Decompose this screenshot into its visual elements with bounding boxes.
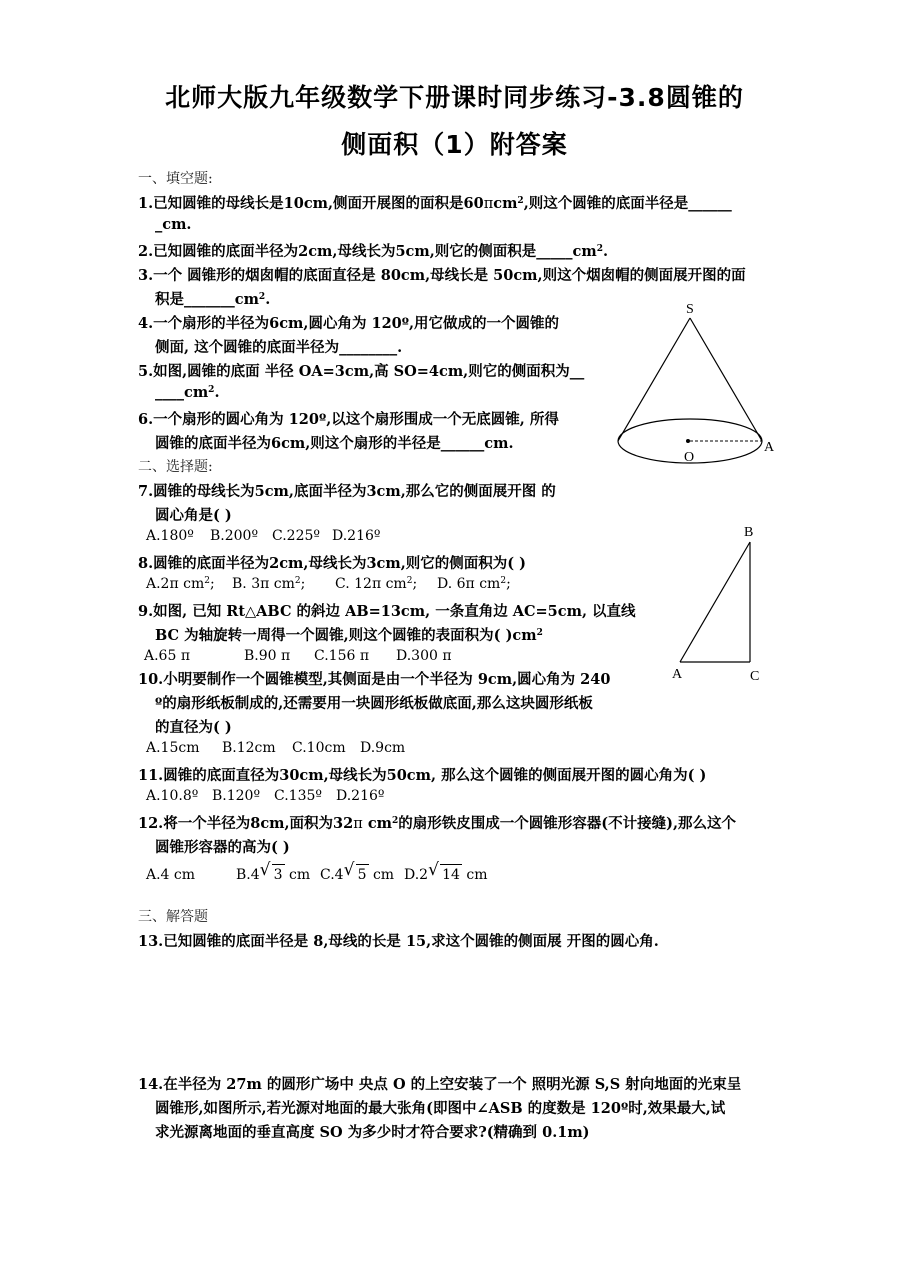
question-5-superscript: 2 [208,385,215,395]
option-d: D.216º [336,788,385,804]
option-b: B.4√ 3 cm [236,858,320,883]
question-10-line1: 10.小明要制作一个圆锥模型,其侧面是由一个半径为 9cm,圆心角为 240 [138,671,611,688]
question-6-line2: 圆锥的底面半径为6cm,则这个扇形的半径是______cm. [155,435,514,452]
question-9-line1: 9.如图, 已知 Rt△ABC 的斜边 AB=13cm, 一条直角边 AC=5cm, 以直线 [138,603,636,620]
question-9-line2 [155,624,543,645]
question-2 [138,240,608,261]
pi-symbol: π [359,648,370,664]
question-6-line1: 6.一个扇形的圆心角为 120º,以这个扇形围成一个无底圆锥, 所得 [138,411,559,428]
option-a: A.15cm [146,740,200,756]
question-4-line1: 4.一个扇形的半径为6cm,圆心角为 120º,用它做成的一个圆锥的 [138,315,560,332]
question-1-superscript: 2 [517,196,524,206]
pi-symbol: π [483,196,494,212]
option-a: A.2π $cm^2$; [146,576,215,592]
label-b: B [744,525,754,540]
pi-symbol: π [465,576,475,592]
question-3-superscript: 2 [258,292,266,302]
option-b: B.12cm [222,740,276,756]
pi-symbol: π [180,648,191,664]
option-b: B. 3π $cm^2$; [232,576,306,592]
question-8-options [146,576,511,592]
section-fill-blank-heading: 一、填空题: [138,171,213,187]
cone-right-slant [690,318,762,441]
question-1-unit: cm [493,195,518,212]
question-12-text-c: 的扇形铁皮围成一个圆锥形容器(不计接缝),那么这个 [398,815,737,832]
option-d: D.9cm [360,740,406,756]
question-11-options [146,788,384,804]
question-3-text-c: . [265,291,271,308]
question-7-options [146,528,380,544]
question-12-unit: cm [367,815,392,832]
question-9-text-b: BC 为轴旋转一周得一个圆锥,则这个圆锥的表面积为( )cm [155,627,537,644]
question-1-text-a: 1.已知圆锥的母线长是10cm,侧面开展图的面积是60 [138,195,484,212]
question-13: 13.已知圆锥的底面半径是 8,母线的长是 15,求这个圆锥的侧面展 开图的圆心角. [138,933,659,950]
question-1-text-c: ,则这个圆锥的底面半径是______ [523,195,732,212]
question-12-options [146,858,488,883]
cone-figure [610,298,780,468]
label-s: S [686,302,694,317]
cone-left-slant [618,318,690,441]
option-a: A.4 cm [146,867,196,883]
option-c: C. 12π $cm^2$; [335,576,418,592]
question-14-line1: 14.在半径为 27m 的圆形广场中 央点 O 的上空安装了一个 照明光源 S,S 射向地面的光束呈 [138,1076,742,1093]
question-7-line1: 7.圆锥的母线长为5cm,底面半径为3cm,那么它的侧面展开图 的 [138,483,556,500]
sqrt-symbol: √ 14 [430,858,462,883]
question-10-line3: 的直径为( ) [155,719,232,736]
option-d: D.300 π [396,648,452,664]
question-14-line2: 圆锥形,如图所示,若光源对地面的最大张角(即图中∠ASB 的度数是 120º时,效果最大,试 [155,1100,726,1117]
question-10-options [146,740,405,756]
option-d: D.2√ 14 cm [404,858,488,883]
option-c: C.135º [274,788,322,804]
section-answer-heading: 三、解答题 [138,909,208,925]
question-1 [138,192,732,213]
label-c: C [750,669,760,684]
pi-symbol: π [260,576,270,592]
cone-center-point [686,439,690,443]
option-a: A.180º [146,528,194,544]
section-choice-heading: 二、选择题: [138,459,213,475]
label-a: A [764,440,775,455]
triangle-hypotenuse-ab [680,542,750,662]
question-1-continued: _cm. [155,216,192,233]
question-7-line2: 圆心角是( ) [155,507,232,524]
option-c: C.156 π [314,648,370,664]
question-12-line2: 圆锥形容器的高为( ) [155,839,290,856]
question-4-line2: 侧面, 这个圆锥的底面半径为________. [155,339,403,356]
option-a: A.65 π [144,648,191,664]
question-3-line1: 3.一个 圆锥形的烟囱帽的底面直径是 80cm,母线长是 50cm,则这个烟囱帽的侧面展开图的面 [138,267,746,284]
question-11: 11.圆锥的底面直径为30cm,母线长为50cm, 那么这个圆锥的侧面展开图的圆心角为( ) [138,767,707,784]
page-title-line1: 北师大版九年级数学下册课时同步练习-3.8圆锥的 [165,83,744,112]
question-2-text-b: . [602,243,609,260]
option-b: B.90 π [244,648,291,664]
option-c: C.10cm [292,740,346,756]
question-9-superscript: 2 [536,628,543,638]
question-5-line2 [155,384,220,401]
right-triangle-figure [668,520,778,685]
pi-symbol: π [169,576,179,592]
option-d: D. 6π $cm^2$; [437,576,511,592]
label-a: A [672,667,683,682]
pi-symbol: π [281,648,291,664]
pi-symbol: π [353,816,363,832]
question-10-line2: º的扇形纸板制成的,还需要用一块圆形纸板做底面,那么这块圆形纸板 [155,695,593,712]
question-8: 8.圆锥的底面半径为2cm,母线长为3cm,则它的侧面积为( ) [138,555,527,572]
pi-symbol: π [371,576,382,592]
label-o: O [684,450,695,465]
option-a: A.10.8º [146,788,199,804]
option-c: C.4√ 5 cm [320,858,404,883]
question-14-line3: 求光源离地面的垂直高度 SO 为多少时才符合要求?(精确到 0.1m) [155,1124,590,1141]
sqrt-symbol: √ 3 [262,858,285,883]
question-2-superscript: 2 [596,244,603,254]
page-title-line2: 侧面积（1）附答案 [341,130,568,159]
sqrt-symbol: √ 5 [346,858,369,883]
question-12-superscript: 2 [391,816,399,826]
question-12-text-a: 12.将一个半径为8cm,面积为32 [138,815,354,832]
question-2-text-a: 2.已知圆锥的底面半径为2cm,母线长为5cm,则它的侧面积是_____cm [138,243,597,260]
question-5-text-c: . [214,384,220,401]
option-d: D.216º [332,528,381,544]
pi-symbol: π [442,648,452,664]
option-c: C.225º [272,528,320,544]
option-b: B.120º [212,788,261,804]
question-9-options [144,648,452,664]
question-3-text-b: 积是_______cm [155,291,259,308]
question-12-line1 [138,812,736,833]
question-3-line2 [155,288,270,309]
question-5-line1: 5.如图,圆锥的底面 半径 OA=3cm,高 SO=4cm,则它的侧面积为__ [138,363,585,380]
option-b: B.200º [210,528,259,544]
question-5-text-b: ____cm [155,384,209,401]
